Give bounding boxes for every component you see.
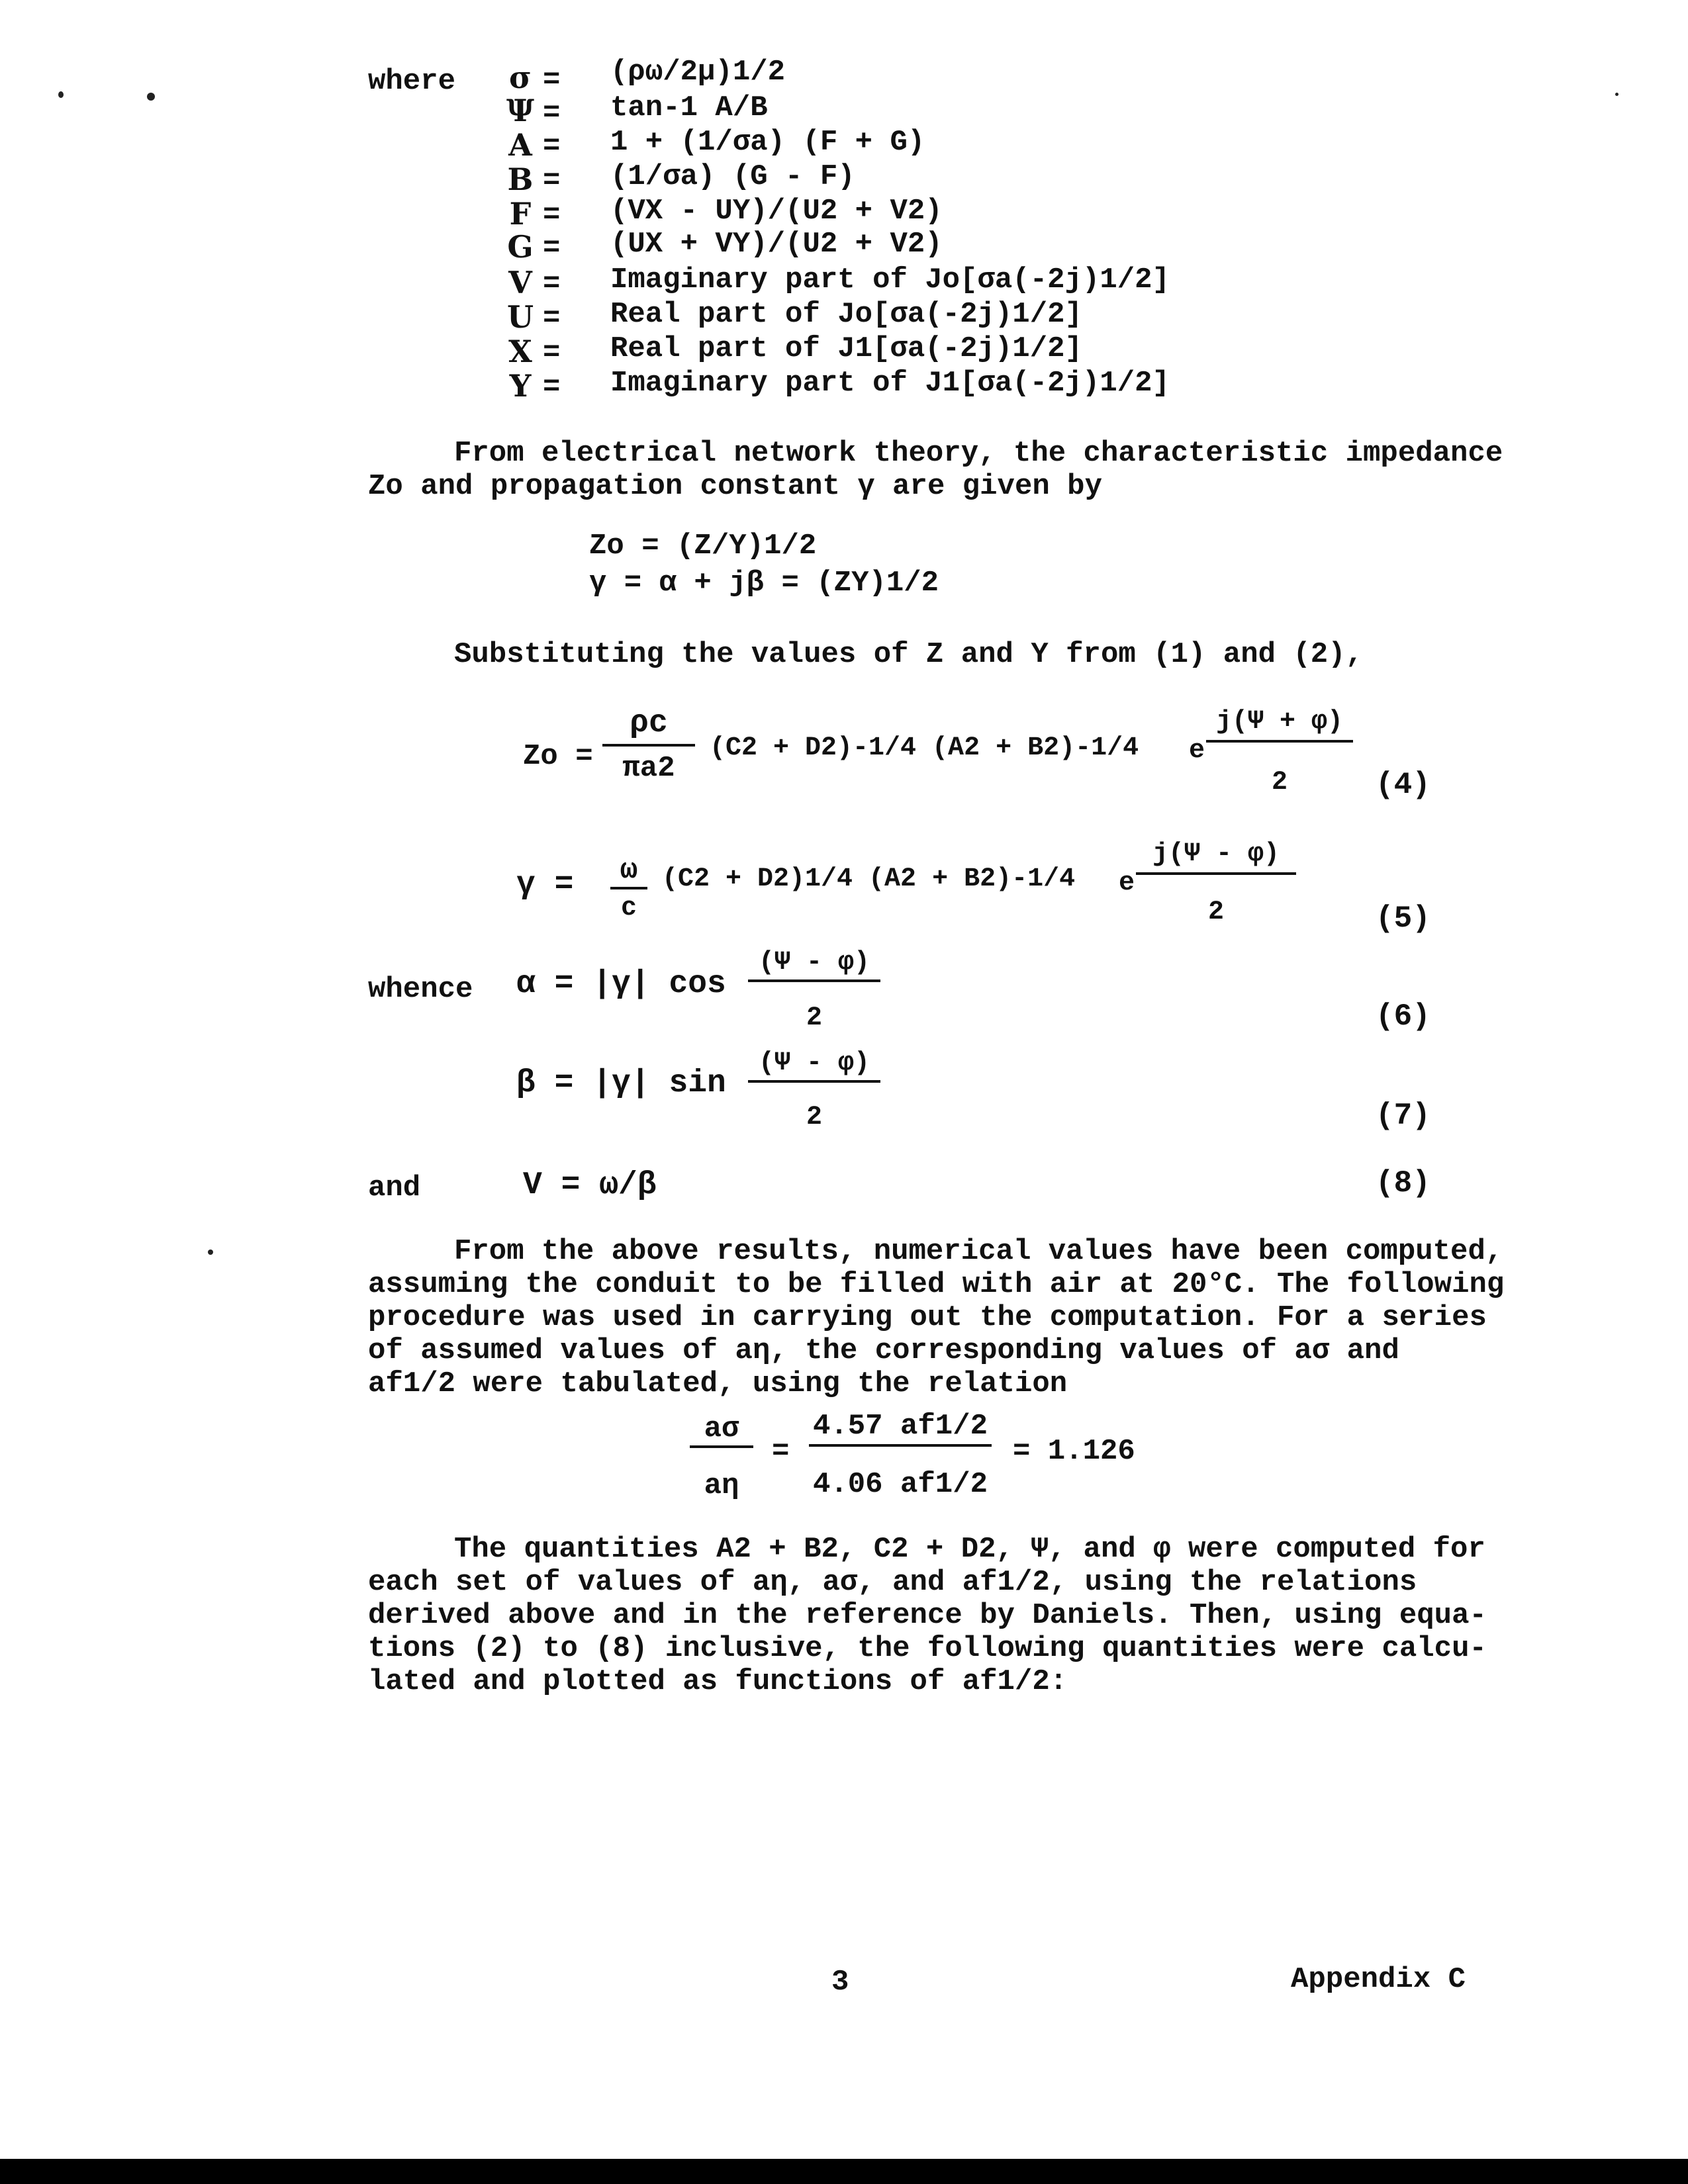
definition-value: (1/σa) (G - F) <box>610 160 855 193</box>
scan-speck <box>147 93 155 101</box>
definition-symbol: G <box>507 229 534 265</box>
equation-5-numerator: ω <box>620 854 638 887</box>
definition-symbol: F <box>509 196 532 232</box>
definition-value: 1 + (1/σa) (F + G) <box>610 126 925 159</box>
equation-zo-definition: Zo = (Z/Y)1/2 <box>589 529 817 563</box>
fraction-bar <box>602 744 695 747</box>
fraction-bar <box>1206 740 1353 743</box>
equation-5-exp-base: e <box>1119 868 1135 898</box>
equation-5-number: (5) <box>1376 901 1430 936</box>
definition-equals: = <box>543 64 561 97</box>
definition-equals: = <box>543 97 561 130</box>
definition-value: Real part of J1[σa(-2j)1/2] <box>610 332 1082 365</box>
definition-symbol: X <box>508 334 532 369</box>
paragraph-line: derived above and in the reference by Daniels. Then, using equa- <box>368 1599 1487 1632</box>
ratio-rhs-numerator: 4.57 af1/2 <box>812 1410 988 1443</box>
scan-speck <box>1615 93 1618 96</box>
definition-value: tan-1 A/B <box>610 91 768 124</box>
paragraph-line: af1/2 were tabulated, using the relation <box>368 1367 1068 1400</box>
scan-bottom-edge <box>0 2159 1688 2184</box>
fraction-bar <box>610 887 647 889</box>
definition-equals: = <box>543 130 561 163</box>
definition-value: (VX - UY)/(U2 + V2) <box>610 195 943 228</box>
definition-value: Imaginary part of J1[σa(-2j)1/2] <box>610 367 1170 400</box>
definition-value: (UX + VY)/(U2 + V2) <box>610 228 943 261</box>
equation-4-exp-numerator: j(Ψ + φ) <box>1215 707 1344 737</box>
definition-value: (ρω/2μ)1/2 <box>610 56 786 89</box>
and-label: and <box>368 1171 421 1205</box>
paragraph-substituting: Substituting the values of Z and Y from (1) and (2), <box>454 638 1364 671</box>
paragraph-line: of assumed values of aη, the corresponding values of aσ and <box>368 1334 1399 1367</box>
fraction-bar <box>748 979 880 982</box>
equation-7-number: (7) <box>1376 1099 1430 1133</box>
fraction-bar <box>1136 872 1296 875</box>
equation-8-number: (8) <box>1376 1166 1430 1201</box>
appendix-label: Appendix C <box>1291 1963 1466 1996</box>
equation-6-frac-numerator: (Ψ - φ) <box>758 948 870 978</box>
definition-equals: = <box>543 267 561 300</box>
paragraph-line: Zo and propagation constant γ are given by <box>368 470 1102 503</box>
ratio-equals: = <box>772 1435 790 1468</box>
definition-symbol: U <box>506 299 534 335</box>
equation-4-number: (4) <box>1376 768 1430 802</box>
fraction-bar <box>809 1444 992 1447</box>
ratio-lhs-denominator: aη <box>704 1469 739 1502</box>
equation-7-lhs: β = |γ| sin <box>516 1066 726 1101</box>
equation-5-body: (C2 + D2)1/4 (A2 + B2)-1/4 <box>662 864 1076 894</box>
definition-symbol: A <box>508 127 532 163</box>
equation-7-frac-numerator: (Ψ - φ) <box>758 1048 870 1078</box>
where-label: where <box>368 65 456 98</box>
definition-equals: = <box>543 336 561 369</box>
definition-equals: = <box>543 371 561 404</box>
equation-8-text: V = ω/β <box>523 1167 657 1203</box>
definition-equals: = <box>543 232 561 265</box>
paragraph-line: each set of values of aη, aσ, and af1/2, using the relations <box>368 1566 1417 1599</box>
scan-speck <box>208 1250 213 1255</box>
equation-5-denominator: c <box>620 893 637 923</box>
paragraph-line: From electrical network theory, the characteristic impedance <box>454 437 1503 470</box>
equation-5-exp-denominator: 2 <box>1207 897 1224 927</box>
paragraph-computation <box>368 1235 1504 1400</box>
definition-symbol: B <box>507 161 534 197</box>
equation-7-frac-denominator: 2 <box>806 1103 822 1132</box>
equation-6-frac-denominator: 2 <box>806 1003 822 1033</box>
paragraph-line: assuming the conduit to be filled with air at 20°C. The following <box>368 1268 1505 1301</box>
equation-5-lhs: γ = <box>516 867 574 903</box>
whence-label: whence <box>368 973 473 1006</box>
equation-6-number: (6) <box>1376 999 1430 1034</box>
definition-symbol: Y <box>509 368 532 404</box>
paragraph-line: lated and plotted as functions of af1/2: <box>368 1665 1068 1698</box>
equation-4-body: (C2 + D2)-1/4 (A2 + B2)-1/4 <box>710 733 1139 763</box>
definition-symbol: σ <box>509 60 532 95</box>
paragraph-network-theory <box>368 437 1503 503</box>
equation-4-numerator: ρc <box>630 705 668 741</box>
definition-value: Imaginary part of Jo[σa(-2j)1/2] <box>610 263 1170 296</box>
equation-4-exp-base: e <box>1189 736 1205 766</box>
definition-equals: = <box>543 302 561 335</box>
definition-symbol: V <box>508 265 532 300</box>
paragraph-quantities <box>368 1533 1487 1698</box>
paragraph-line: The quantities A2 + B2, C2 + D2, Ψ, and φ were computed for <box>454 1533 1485 1566</box>
fraction-bar <box>748 1080 880 1083</box>
paragraph-line: tions (2) to (8) inclusive, the following quantities were calcu- <box>368 1632 1487 1665</box>
equation-gamma-definition: γ = α + jβ = (ZY)1/2 <box>589 567 939 600</box>
definition-equals: = <box>543 164 561 197</box>
paragraph-line: procedure was used in carrying out the computation. For a series <box>368 1301 1487 1334</box>
equation-5-exp-numerator: j(Ψ - φ) <box>1152 839 1280 869</box>
page-number: 3 <box>831 1966 849 1999</box>
fraction-bar <box>690 1445 753 1448</box>
equation-6-lhs: α = |γ| cos <box>516 966 726 1002</box>
equation-4-lhs: Zo = <box>523 740 593 773</box>
definition-value: Real part of Jo[σa(-2j)1/2] <box>610 298 1082 331</box>
scan-speck <box>58 91 64 98</box>
ratio-result: = 1.126 <box>1013 1435 1135 1468</box>
ratio-rhs-denominator: 4.06 af1/2 <box>812 1468 988 1501</box>
equation-4-exp-denominator: 2 <box>1271 768 1288 797</box>
definition-equals: = <box>543 199 561 232</box>
paragraph-line: From the above results, numerical values have been computed, <box>454 1235 1503 1268</box>
ratio-lhs-numerator: aσ <box>704 1412 739 1445</box>
equation-4-denominator: πa2 <box>622 752 675 785</box>
definition-symbol: Ψ <box>506 93 534 128</box>
